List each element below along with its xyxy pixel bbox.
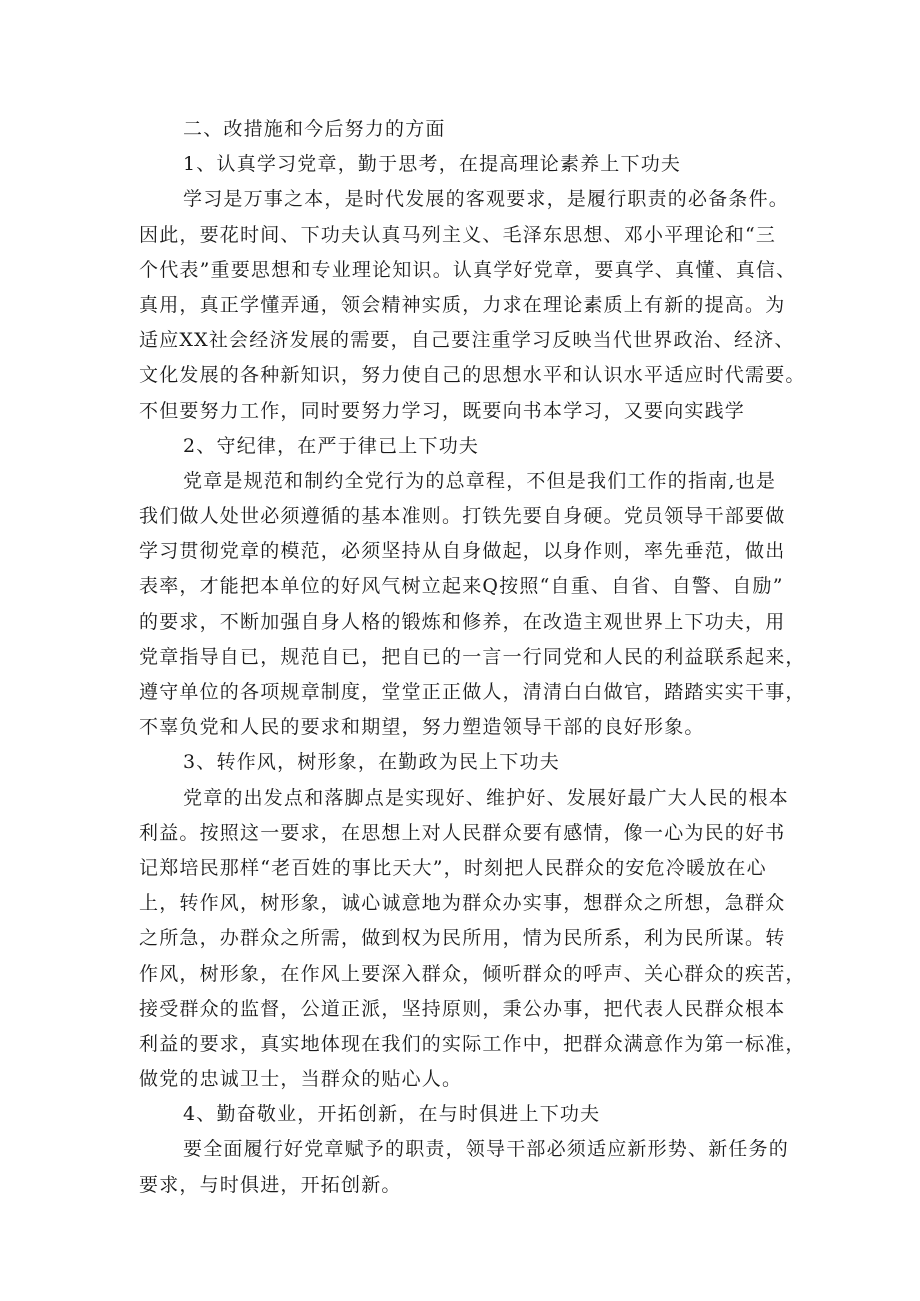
- paragraph-line: 做党的忠诚卫士，当群众的贴心人。: [139, 1068, 463, 1091]
- item-heading-3: 3、转作风，树形象，在勤政为民上下功夫: [183, 751, 560, 774]
- paragraph-line: 记郑培民那样“老百姓的事比天大”，时刻把人民群众的安危冷暖放在心: [139, 856, 767, 879]
- item-heading-2: 2、守纪律，在严于律已上下功夫: [183, 434, 480, 457]
- item-heading-1: 1、认真学习党章，勤于思考，在提高理论素养上下功夫: [183, 153, 682, 176]
- paragraph-line: 党章的出发点和落脚点是实现好、维护好、发展好最广大人民的根本: [183, 786, 790, 809]
- paragraph-line: 遵守单位的各项规章制度，堂堂正正做人，清清白白做官，踏踏实实干事，: [139, 681, 806, 703]
- paragraph-line: 利益的要求，真实地体现在我们的实际工作中，把群众满意作为第一标准，: [139, 1032, 806, 1055]
- paragraph-line: 党章指导自已，规范自已，把自已的一言一行同党和人民的利益联系起来，: [139, 645, 806, 668]
- paragraph-line: 利益。按照这一要求，在思想上对人民群众要有感情，像一心为民的好书: [139, 821, 786, 844]
- item-heading-4: 4、勤奋敬业，开拓创新，在与时俱进上下功夫: [183, 1103, 601, 1126]
- paragraph-line: 上，转作风，树形象，诚心诚意地为群众办实事，想群众之所想，急群众: [139, 892, 786, 915]
- paragraph-line: 表率，才能把本单位的好风气树立起来Q按照“自重、自省、自警、自励”: [139, 575, 784, 598]
- paragraph-line: 作风，树形象，在作风上要深入群众，倾听群众的呼声、关心群众的疾苦，: [139, 962, 806, 985]
- paragraph-line: 学习是万事之本，是时代发展的客观要求，是履行职责的必备条件。: [183, 188, 790, 211]
- paragraph-line: 要全面履行好党章赋予的职责，领导干部必须适应新形势、新任务的: [183, 1138, 790, 1161]
- paragraph-line: 要求，与时俱进，开拓创新。: [139, 1173, 402, 1196]
- paragraph-line: 文化发展的各种新知识，努力使自己的思想水平和认识水平适应时代需要。: [139, 364, 806, 387]
- paragraph-line: 之所急，办群众之所需，做到权为民所用，情为民所系，利为民所谋。转: [139, 927, 786, 950]
- paragraph-line: 的要求，不断加强自身人格的锻炼和修养，在改造主观世界上下功夫，用: [139, 610, 786, 633]
- document-body: [139, 112, 806, 1203]
- paragraph-line: 不辜负党和人民的要求和期望，努力塑造领导干部的良好形象。: [139, 716, 705, 739]
- paragraph-line: 个代表”重要思想和专业理论知识。认真学好党章，要真学、真懂、真信、: [139, 258, 797, 281]
- paragraph-line: 因此，要花时间、下功夫认真马列主义、毛泽东思想、邓小平理论和“三: [139, 223, 777, 246]
- paragraph-line: 接受群众的监督，公道正派，坚持原则，秉公办事，把代表人民群众根本: [139, 997, 786, 1020]
- section-heading: 二、改措施和今后努力的方面: [183, 118, 446, 140]
- paragraph-line: 适应XX社会经济发展的需要，自己要注重学习反映当代世界政治、经济、: [139, 329, 795, 352]
- paragraph-line: 党章是规范和制约全党行为的总章程，不但是我们工作的指南,也是: [183, 469, 777, 492]
- paragraph-line: 学习贯彻党章的模范，必须坚持从自身做起，以身作则，率先垂范，做出: [139, 540, 786, 563]
- paragraph-line: 真用，真正学懂弄通，领会精神实质，力求在理论素质上有新的提高。为: [139, 293, 786, 316]
- paragraph-line: 不但要努力工作，同时要努力学习，既要向书本学习，又要向实践学: [139, 399, 746, 422]
- paragraph-line: 我们做人处世必须遵循的基本准则。打铁先要自身硬。党员领导干部要做: [139, 505, 786, 528]
